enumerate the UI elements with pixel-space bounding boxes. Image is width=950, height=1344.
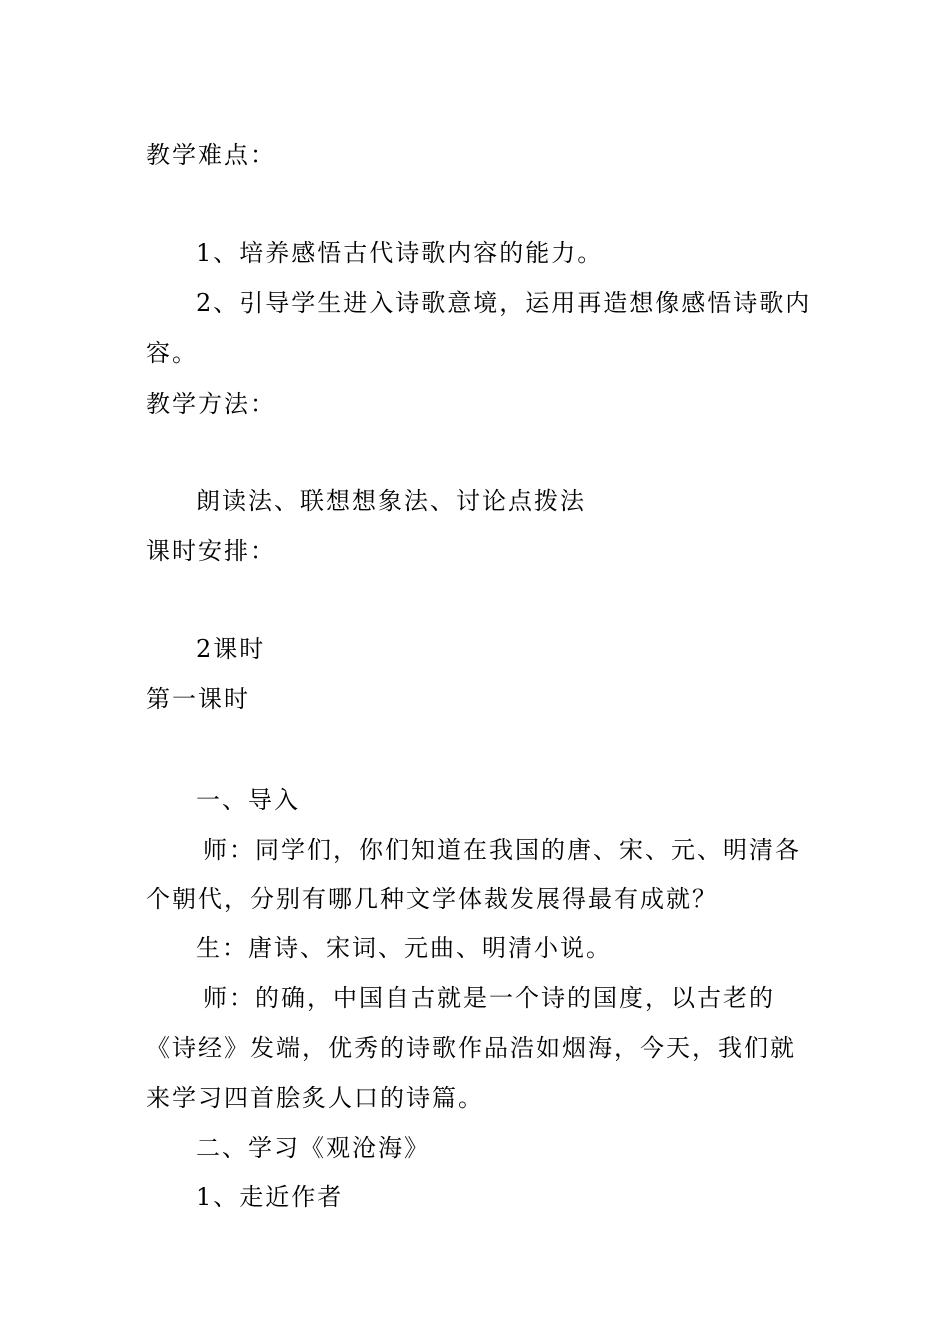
method-heading: 教学方法： [146,390,276,418]
difficulty-item-2-line-1: 2、引导学生进入诗歌意境，运用再造想像感悟诗歌内 [196,289,812,317]
difficulty-item-2-line-2: 容。 [146,339,198,367]
lesson-heading: 第一课时 [146,685,250,713]
teacher-question-line-1: 师：同学们，你们知道在我国的唐、宋、元、明清各 [203,836,801,864]
teacher-question-line-2: 个朝代，分别有哪几种文学体裁发展得最有成就？ [146,885,718,913]
method-text: 朗读法、联想想象法、讨论点拨法 [196,487,586,515]
difficulty-heading: 教学难点： [146,141,276,169]
difficulty-item-1: 1、培养感悟古代诗歌内容的能力。 [196,239,604,267]
schedule-text: 2课时 [196,635,266,663]
study-heading: 二、学习《观沧海》 [196,1134,430,1162]
teacher-response-line-3: 来学习四首脍炙人口的诗篇。 [146,1084,484,1112]
teacher-response-line-1: 师：的确，中国自古就是一个诗的国度，以古老的 [203,984,775,1012]
schedule-heading: 课时安排： [146,537,276,565]
study-item-1: 1、走近作者 [196,1183,344,1211]
student-answer: 生：唐诗、宋词、元曲、明清小说。 [196,934,612,962]
intro-heading: 一、导入 [196,786,300,814]
teacher-response-line-2: 《诗经》发端，优秀的诗歌作品浩如烟海，今天，我们就 [146,1034,796,1062]
